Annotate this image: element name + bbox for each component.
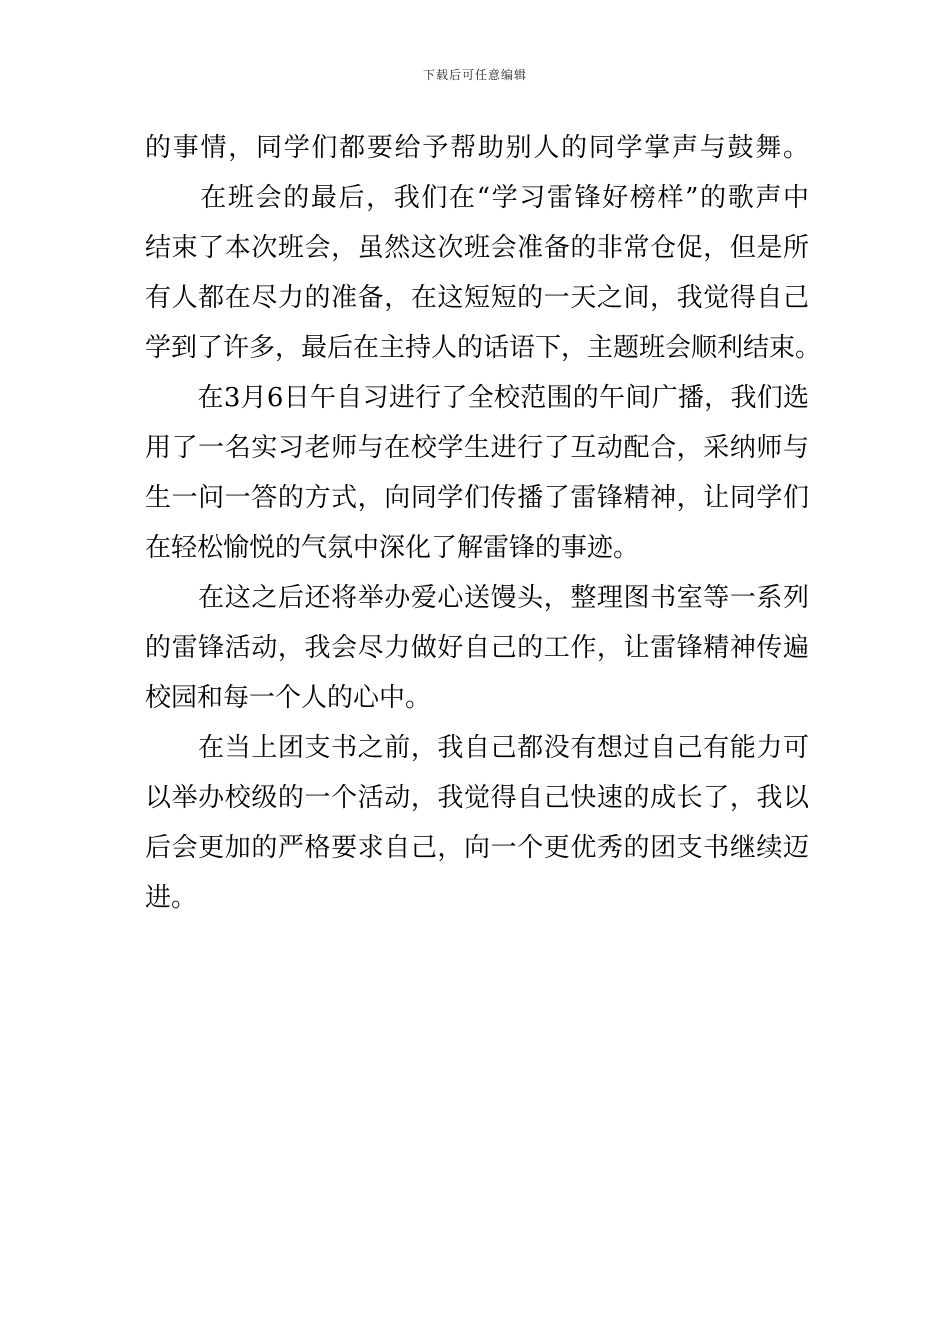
document-body (145, 123, 822, 923)
text-line: 在当上团支书之前，我自己都没有想过自己有能力可 (145, 733, 809, 763)
text-line: 后会更加的严格要求自己，向一个更优秀的团支书继续迈 (145, 833, 809, 863)
text-line: 在班会的最后，我们在“学习雷锋好榜样”的歌声中 (145, 183, 809, 213)
text-line: 学到了许多，最后在主持人的话语下，主题班会顺利结束。 (145, 333, 822, 363)
text-line: 的事情，同学们都要给予帮助别人的同学掌声与鼓舞。 (145, 133, 809, 163)
text-line: 的雷锋活动，我会尽力做好自己的工作，让雷锋精神传遍 (145, 633, 809, 663)
text-line: 在3月6日午自习进行了全校范围的午间广播，我们选 (145, 383, 809, 413)
text-line: 结束了本次班会，虽然这次班会准备的非常仓促，但是所 (145, 233, 809, 263)
text-line: 生一问一答的方式，向同学们传播了雷锋精神，让同学们 (145, 483, 809, 513)
text-line: 以举办校级的一个活动，我觉得自己快速的成长了，我以 (145, 783, 809, 813)
text-line: 在轻松愉悦的气氛中深化了解雷锋的事迹。 (145, 533, 640, 563)
text-line: 进。 (145, 883, 198, 913)
text-line: 有人都在尽力的准备，在这短短的一天之间，我觉得自己 (145, 283, 809, 313)
text-line: 用了一名实习老师与在校学生进行了互动配合，采纳师与 (145, 433, 809, 463)
text-line: 在这之后还将举办爱心送馒头，整理图书室等一系列 (145, 583, 809, 613)
text-line: 校园和每一个人的心中。 (145, 683, 432, 713)
header-note: 下载后可任意编辑 (422, 68, 527, 82)
